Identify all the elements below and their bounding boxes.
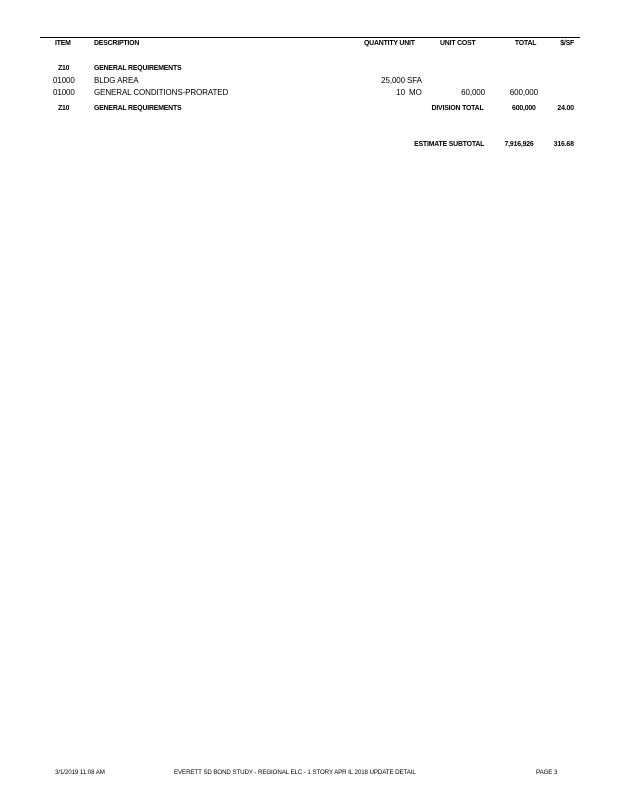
estimate-subtotal-value: 7,916,926 [504, 139, 534, 148]
line-description: BLDG AREA [94, 76, 139, 85]
line-item-code: 01000 [53, 76, 75, 85]
header-item: ITEM [55, 38, 71, 47]
header-per-sf: $/SF [560, 38, 574, 47]
footer-title: EVERETT SD BOND STUDY - REGIONAL ELC - 1 STORY APR IL 2018 UPDATE DETAIL [174, 769, 416, 776]
estimate-subtotal-per-sf: 316.68 [553, 139, 574, 148]
section-code: Z10 [58, 63, 70, 72]
header-description: DESCRIPTION [94, 38, 140, 47]
line-item-code: 01000 [53, 88, 75, 97]
section-title: GENERAL REQUIREMENTS [94, 63, 182, 72]
line-unit: MO [409, 88, 422, 97]
division-title: GENERAL REQUIREMENTS [94, 103, 182, 112]
header-total: TOTAL [514, 38, 536, 47]
division-code: Z10 [58, 103, 70, 112]
line-total: 600,000 [509, 88, 538, 97]
line-unit-cost: 60,000 [461, 88, 485, 97]
line-unit: SFA [407, 76, 422, 85]
division-total-value: 600,000 [512, 103, 536, 112]
line-quantity: 10 [396, 88, 405, 97]
line-quantity: 25,000 [381, 76, 405, 85]
header-unit-cost: UNIT COST [440, 38, 476, 47]
header-quantity-unit: QUANTITY UNIT [364, 38, 415, 47]
division-total-label: DIVISION TOTAL [432, 103, 484, 112]
line-description: GENERAL CONDITIONS-PRORATED [94, 88, 229, 97]
footer-page-number: PAGE 3 [536, 769, 558, 776]
header-rule [40, 37, 580, 38]
division-per-sf: 24.00 [557, 103, 574, 112]
estimate-subtotal-label: ESTIMATE SUBTOTAL [413, 139, 484, 148]
footer-date: 3/1/2019 11:08 AM [55, 769, 105, 776]
